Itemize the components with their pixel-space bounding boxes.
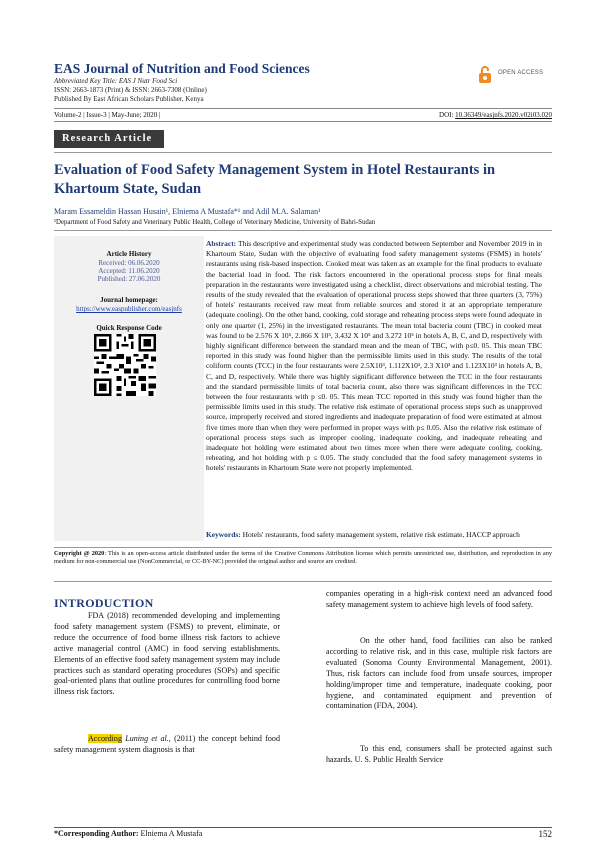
journal-title: EAS Journal of Nutrition and Food Sciences — [54, 61, 310, 76]
homepage-link[interactable]: https://www.easpublisher.com/easjnfs — [76, 305, 182, 313]
volume-bar — [54, 108, 552, 122]
published-date: Published: 27.06.2020 — [97, 275, 161, 283]
abstract-label: Abstract: — [206, 239, 237, 248]
citation-author: Luning et al. — [125, 734, 169, 743]
paper-title: Evaluation of Food Safety Management System in Hotel Restaurants in Khartoum State, Sudan — [54, 162, 496, 197]
copyright-notice — [54, 550, 552, 567]
open-access-badge[interactable] — [478, 64, 548, 86]
accepted-date: Accepted: 11.06.2020 — [98, 267, 160, 275]
authors: Maram Essameldin Hassan Husain¹, Elniema A Mustafa*¹ and Adil M.A. Salaman¹ — [54, 207, 321, 216]
divider — [54, 230, 552, 231]
open-lock-icon — [478, 65, 492, 84]
copyright-text: : This is an open-access article distributed under the terms of the Creative Commons Attribution license which permits unrestricted use, distribution, and reproduction in any medium for non-commercial use (NonCommercial, or CC-BY-NC) provided the original author and source are credited. — [54, 550, 553, 566]
corresponding-author — [54, 829, 202, 838]
qr-code-title: Quick Response Code — [96, 324, 162, 332]
doi-prefix: DOI: — [439, 111, 456, 119]
footer-label: *Corresponding Author: — [54, 829, 139, 838]
footer-author-name: Elniema A Mustafa — [138, 829, 203, 838]
abstract — [206, 239, 542, 474]
received-date: Received: 06.06.2020 — [98, 259, 160, 267]
article-info-sidebar — [54, 236, 204, 541]
keywords — [206, 530, 542, 539]
body-paragraph — [54, 611, 280, 698]
paragraph-text: , (2011) the concept behind food safety management system diagnosis is that — [54, 734, 280, 754]
section-heading-introduction: INTRODUCTION — [54, 596, 154, 610]
homepage-title: Journal homepage: — [100, 296, 158, 304]
divider — [54, 152, 552, 153]
open-access-label: OPEN ACCESS — [498, 70, 544, 76]
keywords-label: Keywords: — [206, 530, 241, 539]
doi-line — [439, 111, 552, 119]
abstract-text: This descriptive and experimental study was conducted between September and November 2019 in in Khartoum State, Sudan with the objective of evaluating food safety management systems (FSMS) in hotels' restaurants using risk-based inspection. Cooked meat was taken as an example for the final products to evaluate the bacterial load in food. The risk factors encountered in the operational process steps for final meals preparation in the restaurants were investigated using a checklist, direct observations and microbial testing. The results of the study revealed that the evaluation of operational process steps showed that three quarters (3, 75%) of hotels' restaurants received raw meat from reliable sources and stored it at an appropriate temperature (adequate cooling). On the other hand, cooking, cold storage and reheating process steps were found adequate in only one quarter (1, 25%) in the investigated restaurants. The mean total bacteria count (TBC) in cooked meat was found to be 2.576 X 10⁵, 2.866 X 10⁵, 3.432 X 10⁵ and 3.272 10⁵ in hotels A, B, C, and D, respectively with highly significant difference between the standard mean and the mean of TBC, with p≤0. 05. This mean TBC reported in this study was found higher than the permissible limits used in this study. The results of the total coliform counts (TCC) in the four restaurants were 2.5X10³, 1.112X10³, 2.3 X10³ and 1.123X10³ in hotels A, B, C, and D, respectively. While there was highly significant difference between the TCC in the four restaurants and the standard permissible limits of total bacteria count, also there was significant differences in the TCC between the four restaurants with p ≤0. 05. This mean TCC reported in this study was found higher than the permissible limits used in this study. The relative risk estimate of operational process steps such as unapproved source, improperly received and stored ingredients and inadequate preparation of food were estimated at almost five times more than when they were performed in proper ways with p≤ 0.05. Also the relative risk estimate of operational process steps such as improper cooling, inadequate cooking, and inadequate reheating and inadequate hot holding were estimated about two times more when there were adequate cooling, cooking, reheating, and hot holding with p ≤ 0.05. The study concluded that the food safety management systems in hotels' restaurants in Khartoum State were not properly implemented. — [206, 239, 542, 473]
doi-link[interactable]: 10.36349/easjnfs.2020.v02i03.020 — [455, 111, 552, 119]
publisher-line: Published By East African Scholars Publisher, Kenya — [54, 95, 204, 103]
issn-line: ISSN: 2663-1873 (Print) & ISSN: 2663-7308 (Online) — [54, 86, 207, 94]
paragraph-text: On the other hand, food facilities can also be ranked according to relative risk, and in this case, multiple risk factors are evaluated (Sonoma County Environmental Management, 2001). Thus, risk factors can include food from unsafe sources, improper holding/improper time and temperature, inadequate cooking, poor hygiene, and contaminated equipment and prevention of contamination (FDA, 2004). — [326, 636, 552, 711]
article-type-banner: Research Article — [54, 130, 164, 148]
volume-info: Volume-2 | Issue-3 | May-June; 2020 | — [54, 111, 161, 119]
paragraph-text: To this end, consumers shall be protected against such hazards. U. S. Public Health Service — [326, 744, 552, 764]
divider — [54, 547, 552, 548]
copyright-label: Copyright @ 2020 — [54, 550, 105, 557]
article-history-title: Article History — [106, 250, 152, 258]
footer-divider — [54, 827, 552, 828]
paragraph-text: FDA (2018) recommended developing and implementing food safety management system (FSMS) to prevent, eliminate, or reduce the occurrence of food borne illness risk factors to achieve active managerial control (AMC) in food serving establishments. Elements of an effective food safety management system may include practices such as standard operating procedures (SOPs) and specific goal-oriented plans that outline procedures for controlling food borne illness risk factors. — [54, 611, 280, 697]
affiliation: ¹Department of Food Safety and Veterinary Public Health, College of Veterinary Medicine, University of Bahri-Sudan — [54, 219, 376, 226]
body-paragraph — [326, 744, 552, 766]
divider — [54, 581, 552, 582]
abbreviated-title: Abbreviated Key Title: EAS J Nutr Food Sci — [54, 77, 178, 85]
body-paragraph — [54, 734, 280, 756]
body-paragraph: companies operating in a high-risk context need an advanced food safety management system to achieve high levels of food safety. — [326, 589, 552, 609]
page-number: 152 — [538, 829, 552, 839]
keywords-text: Hotels' restaurants, food safety management system, relative risk estimate, HACCP approach — [240, 530, 520, 539]
highlighted-text: According — [88, 734, 122, 743]
qr-code-icon[interactable] — [94, 334, 156, 396]
body-paragraph — [326, 636, 552, 712]
